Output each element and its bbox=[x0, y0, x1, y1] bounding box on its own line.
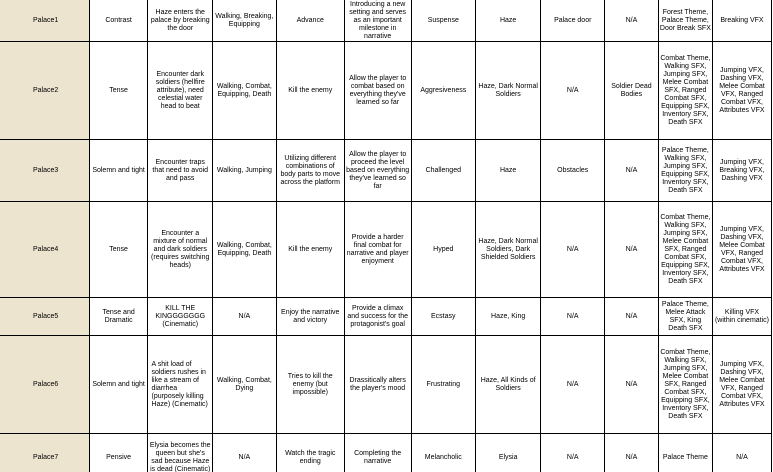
event-cell[interactable]: Encounter dark soldiers (hellfire attribute), need celestial water head to beat bbox=[148, 42, 212, 140]
player-goal-cell[interactable]: Watch the tragic ending bbox=[276, 434, 344, 472]
sound-cell[interactable]: Combat Theme, Walking SFX, Jumping SFX, Melee Combat SFX, Ranged Combat SFX, Equipping SFX, Inventory SFX, Death SFX bbox=[658, 336, 712, 434]
event-cell[interactable]: A shit load of soldiers rushes in like a stream of diarrhea (purposely killing Haze) (Cinematic) bbox=[148, 336, 212, 434]
mechanics-cell[interactable]: Walking, Breaking, Equipping bbox=[212, 0, 276, 42]
design-purpose-cell[interactable]: Drassitically alters the player's mood bbox=[344, 336, 411, 434]
props-cell[interactable]: N/A bbox=[541, 336, 605, 434]
player-goal-cell[interactable]: Tries to kill the enemy (but impossible) bbox=[276, 336, 344, 434]
sound-cell[interactable]: Forest Theme, Palace Theme, Door Break SFX bbox=[658, 0, 712, 42]
sound-cell[interactable]: Combat Theme, Walking SFX, Jumping SFX, Melee Combat SFX, Ranged Combat SFX, Equipping SFX, Inventory SFX, Death SFX bbox=[658, 42, 712, 140]
table-row bbox=[0, 140, 772, 202]
mood-cell[interactable]: Tense bbox=[89, 42, 148, 140]
extra-cell[interactable]: N/A bbox=[605, 336, 659, 434]
vfx-cell[interactable]: Jumping VFX, Dashing VFX, Melee Combat VFX, Ranged Combat VFX, Attributes VFX bbox=[712, 336, 771, 434]
mechanics-cell[interactable]: Walking, Jumping bbox=[212, 140, 276, 202]
mood-cell[interactable]: Pensive bbox=[89, 434, 148, 472]
event-cell[interactable]: Elysia becomes the queen but she's sad because Haze is dead (Cinematic) bbox=[148, 434, 212, 472]
characters-cell[interactable]: Haze, Dark Normal Soldiers, Dark Shielded Soldiers bbox=[475, 202, 540, 298]
mechanics-cell[interactable]: N/A bbox=[212, 298, 276, 336]
extra-cell[interactable]: N/A bbox=[605, 0, 659, 42]
extra-cell[interactable]: N/A bbox=[605, 298, 659, 336]
player-feeling-cell[interactable]: Frustrating bbox=[411, 336, 475, 434]
props-cell[interactable]: N/A bbox=[541, 298, 605, 336]
table-row bbox=[0, 0, 772, 42]
player-goal-cell[interactable]: Utilizing different combinations of body parts to move across the platform bbox=[276, 140, 344, 202]
mood-cell[interactable]: Tense and Dramatic bbox=[89, 298, 148, 336]
player-feeling-cell[interactable]: Suspense bbox=[411, 0, 475, 42]
sound-cell[interactable]: Palace Theme bbox=[658, 434, 712, 472]
player-feeling-cell[interactable]: Hyped bbox=[411, 202, 475, 298]
level-name-cell[interactable]: Palace4 bbox=[0, 202, 89, 298]
level-name-cell[interactable]: Palace5 bbox=[0, 298, 89, 336]
event-cell[interactable]: Haze enters the palace by breaking the door bbox=[148, 0, 212, 42]
player-feeling-cell[interactable]: Aggresiveness bbox=[411, 42, 475, 140]
table-row bbox=[0, 202, 772, 298]
props-cell[interactable]: N/A bbox=[541, 202, 605, 298]
extra-cell[interactable]: N/A bbox=[605, 202, 659, 298]
extra-cell[interactable]: Soldier Dead Bodies bbox=[605, 42, 659, 140]
design-purpose-cell[interactable]: Allow the player to proceed the level based on everything they've learned so far bbox=[344, 140, 411, 202]
mechanics-cell[interactable]: N/A bbox=[212, 434, 276, 472]
level-name-cell[interactable]: Palace2 bbox=[0, 42, 89, 140]
vfx-cell[interactable]: Breaking VFX bbox=[712, 0, 771, 42]
characters-cell[interactable]: Haze, All Kinds of Soldiers bbox=[475, 336, 540, 434]
props-cell[interactable]: N/A bbox=[541, 42, 605, 140]
characters-cell[interactable]: Haze, King bbox=[475, 298, 540, 336]
characters-cell[interactable]: Haze, Dark Normal Soldiers bbox=[475, 42, 540, 140]
level-name-cell[interactable]: Palace7 bbox=[0, 434, 89, 472]
vfx-cell[interactable]: Jumping VFX, Dashing VFX, Melee Combat VFX, Ranged Combat VFX, Attributes VFX bbox=[712, 202, 771, 298]
player-feeling-cell[interactable]: Melancholic bbox=[411, 434, 475, 472]
mechanics-cell[interactable]: Walking, Combat, Equipping, Death bbox=[212, 202, 276, 298]
design-purpose-cell[interactable]: Introducing a new setting and serves as an important milestone in narrative bbox=[344, 0, 411, 42]
characters-cell[interactable]: Elysia bbox=[475, 434, 540, 472]
design-purpose-cell[interactable]: Provide a harder final combat for narrative and player enjoyment bbox=[344, 202, 411, 298]
design-purpose-cell[interactable]: Completing the narrative bbox=[344, 434, 411, 472]
props-cell[interactable]: Palace door bbox=[541, 0, 605, 42]
extra-cell[interactable]: N/A bbox=[605, 140, 659, 202]
design-purpose-cell[interactable]: Allow the player to combat based on everything they've learned so far bbox=[344, 42, 411, 140]
player-goal-cell[interactable]: Kill the enemy bbox=[276, 202, 344, 298]
table-row bbox=[0, 42, 772, 140]
player-feeling-cell[interactable]: Challenged bbox=[411, 140, 475, 202]
level-name-cell[interactable]: Palace6 bbox=[0, 336, 89, 434]
player-feeling-cell[interactable]: Ecstasy bbox=[411, 298, 475, 336]
table-row bbox=[0, 434, 772, 472]
mood-cell[interactable]: Contrast bbox=[89, 0, 148, 42]
props-cell[interactable]: Obstacles bbox=[541, 140, 605, 202]
mood-cell[interactable]: Solemn and tight bbox=[89, 336, 148, 434]
event-cell[interactable]: KILL THE KINGGGGGGG (Cinematic) bbox=[148, 298, 212, 336]
vfx-cell[interactable]: Jumping VFX, Dashing VFX, Melee Combat VFX, Ranged Combat VFX, Attributes VFX bbox=[712, 42, 771, 140]
mood-cell[interactable]: Tense bbox=[89, 202, 148, 298]
player-goal-cell[interactable]: Advance bbox=[276, 0, 344, 42]
vfx-cell[interactable]: Killing VFX (within cinematic) bbox=[712, 298, 771, 336]
level-name-cell[interactable]: Palace3 bbox=[0, 140, 89, 202]
characters-cell[interactable]: Haze bbox=[475, 0, 540, 42]
player-goal-cell[interactable]: Enjoy the narrative and victory bbox=[276, 298, 344, 336]
characters-cell[interactable]: Haze bbox=[475, 140, 540, 202]
sound-cell[interactable]: Combat Theme, Walking SFX, Jumping SFX, Melee Combat SFX, Ranged Combat SFX, Equipping SFX, Inventory SFX, Death SFX bbox=[658, 202, 712, 298]
mechanics-cell[interactable]: Walking, Combat, Equipping, Death bbox=[212, 42, 276, 140]
sound-cell[interactable]: Palace Theme, Walking SFX, Jumping SFX, Equipping SFX, Inventory SFX, Death SFX bbox=[658, 140, 712, 202]
table-row bbox=[0, 298, 772, 336]
level-name-cell[interactable]: Palace1 bbox=[0, 0, 89, 42]
table-row bbox=[0, 336, 772, 434]
mood-cell[interactable]: Solemn and tight bbox=[89, 140, 148, 202]
event-cell[interactable]: Encounter a mixture of normal and dark soldiers (requires switching heads) bbox=[148, 202, 212, 298]
extra-cell[interactable]: N/A bbox=[605, 434, 659, 472]
mechanics-cell[interactable]: Walking, Combat, Dying bbox=[212, 336, 276, 434]
vfx-cell[interactable]: Jumping VFX, Breaking VFX, Dashing VFX bbox=[712, 140, 771, 202]
sound-cell[interactable]: Palace Theme, Melee Attack SFX, King Death SFX bbox=[658, 298, 712, 336]
design-purpose-cell[interactable]: Provide a climax and success for the protagonist's goal bbox=[344, 298, 411, 336]
vfx-cell[interactable]: N/A bbox=[712, 434, 771, 472]
event-cell[interactable]: Encounter traps that need to avoid and pass bbox=[148, 140, 212, 202]
player-goal-cell[interactable]: Kill the enemy bbox=[276, 42, 344, 140]
props-cell[interactable]: N/A bbox=[541, 434, 605, 472]
